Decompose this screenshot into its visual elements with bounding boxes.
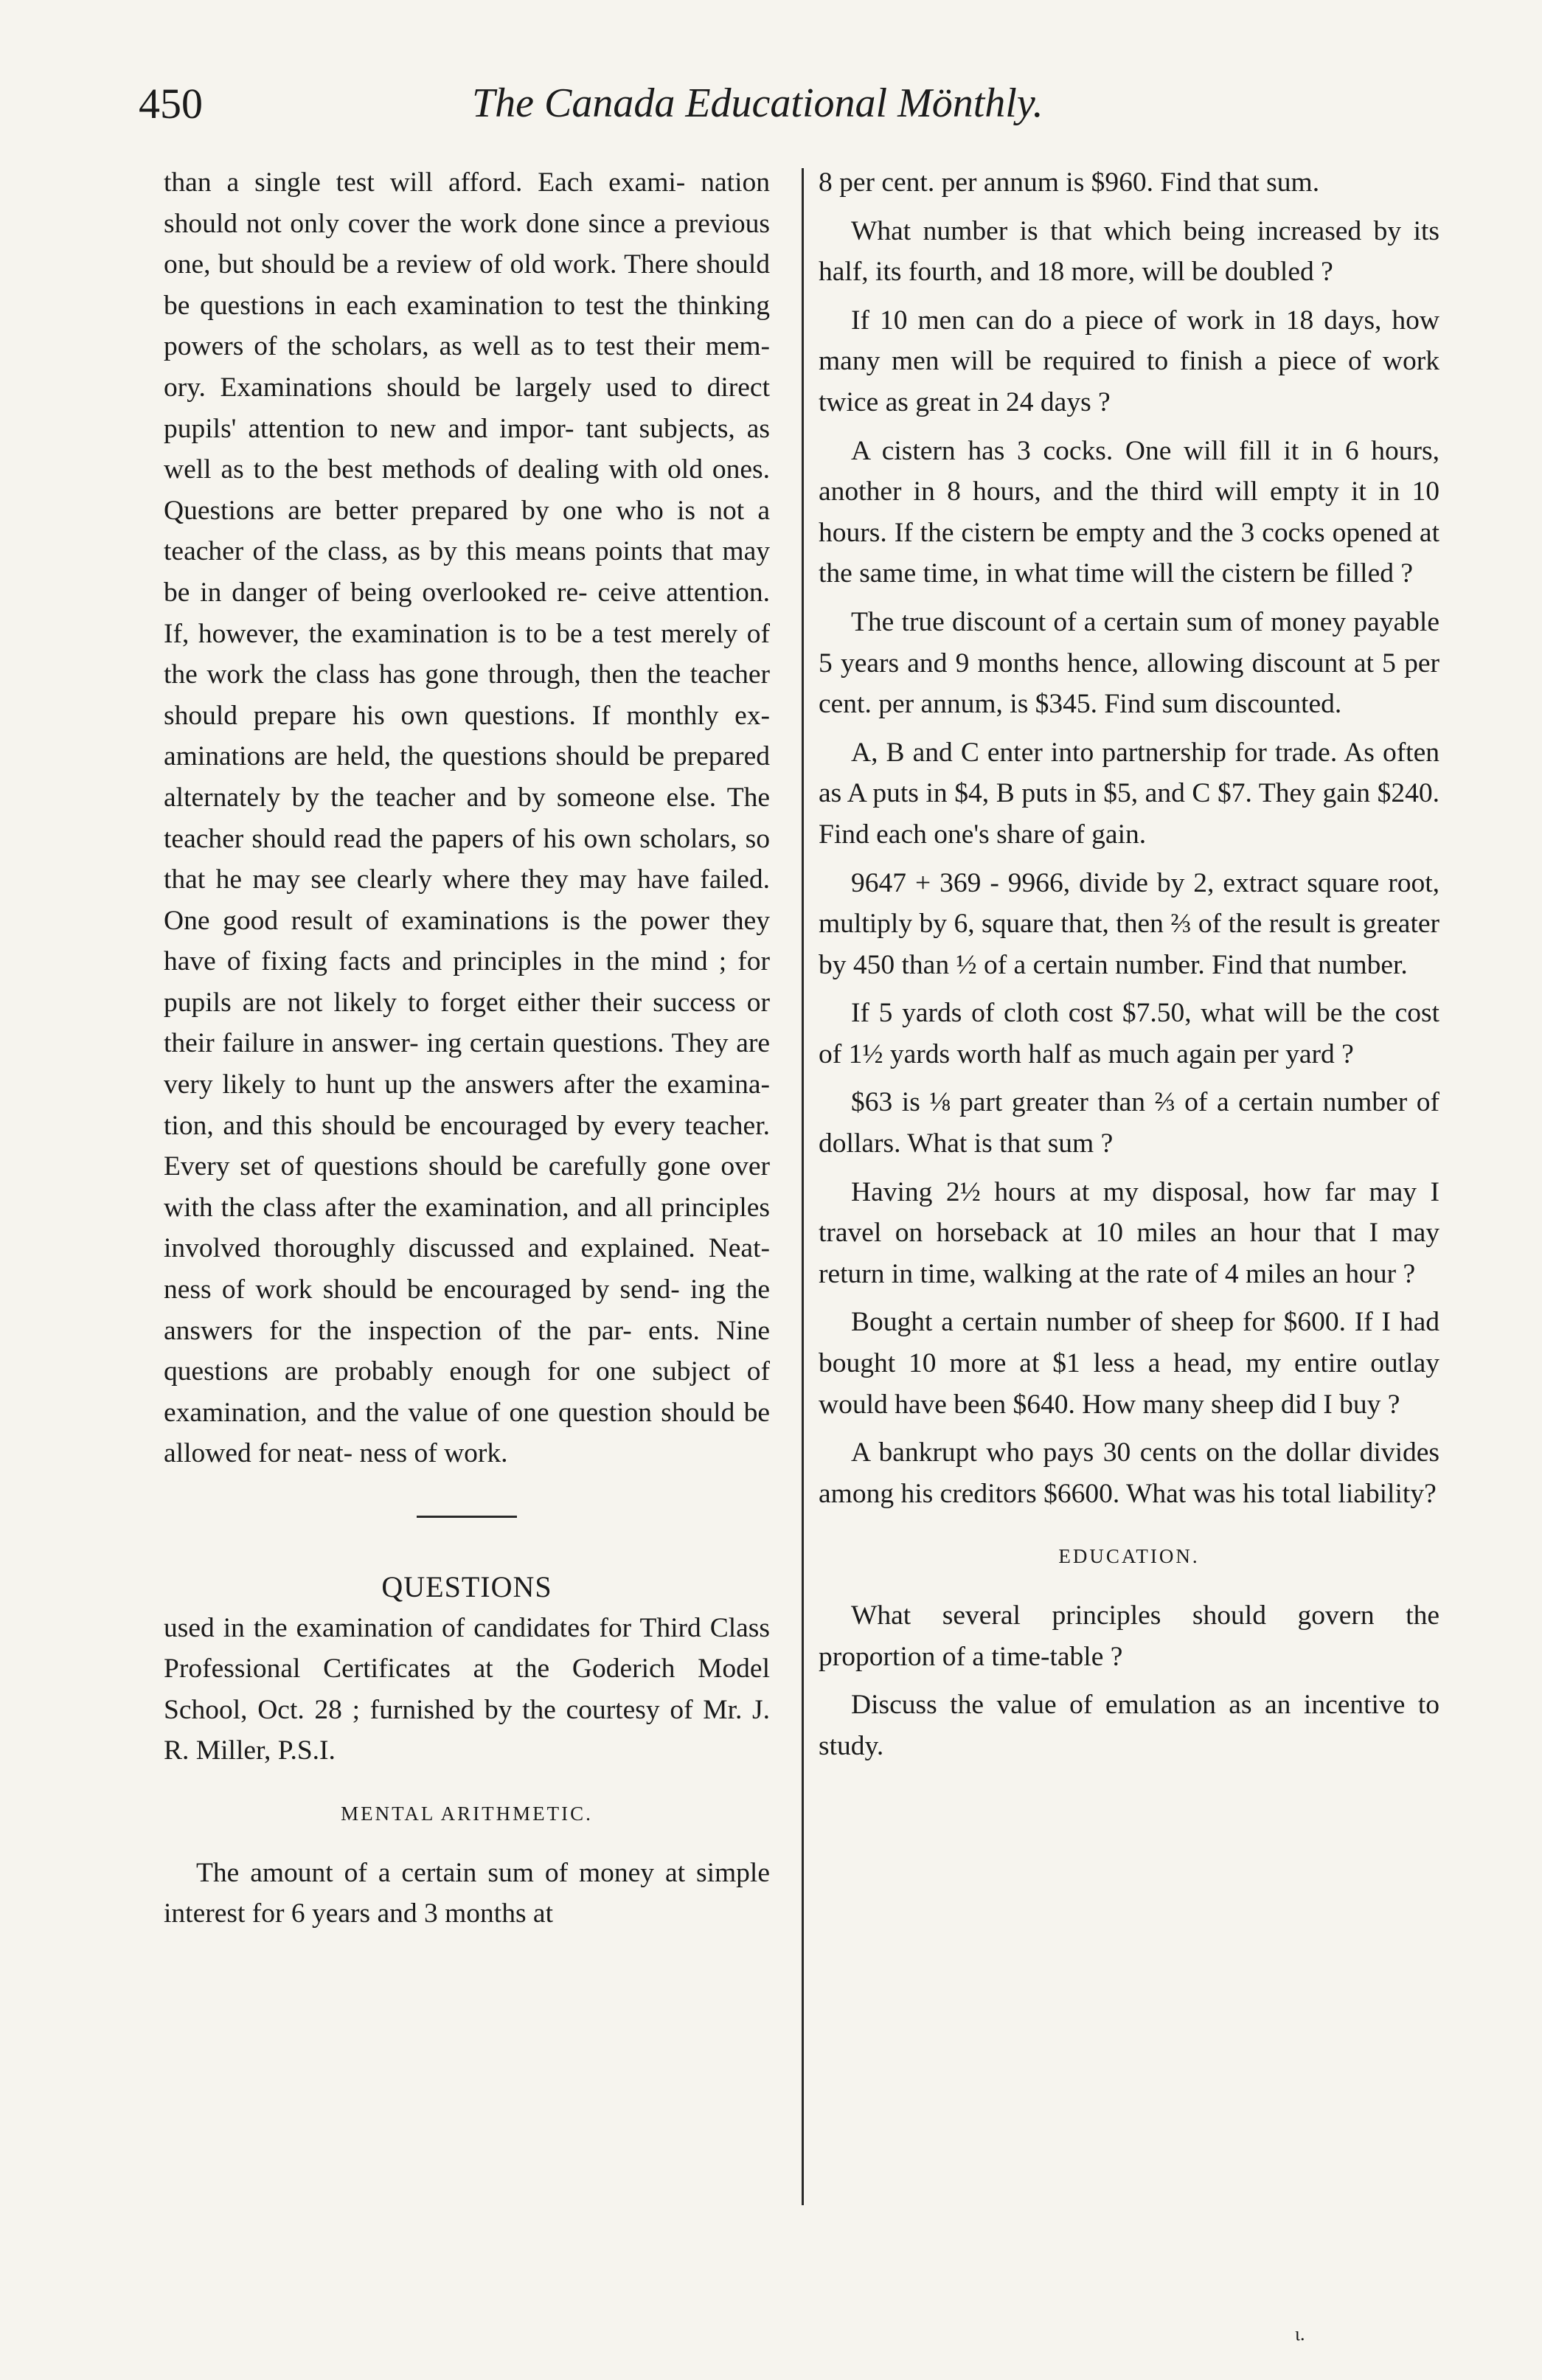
question: A cistern has 3 cocks. One will fill it in 6 hours, another in 8 hours, and the third will empty it in 10 hours. If the cistern be empty and the 3 cocks opened at the same time, in what time will the cistern be filled ? [819,435,1439,589]
body-paragraph: than a single test will afford. Each exami- nation should not only cover the work done since a previous one, but should be a review of old work. There should be questions in each examination to test the thinking powers of the scholars, as well as to test their mem- ory. Examinations should be largely used to direct pupils' attention to new and impor- tant subjects, as well as to the best methods of dealing with old ones. Questions are better prepared by one who is not a teacher of the class, as by this means points that may be in danger of being overlooked re- ceive attention. If, however, the examination is to be a test merely of the work the class has gone through, then the teacher should prepare his own questions. If monthly ex- aminations are held, the questions should be prepared alternately by the teacher and by someone else. The teacher should read the papers of his own scholars, so that he may see clearly where they may have failed. One good result of examinations is the power they have of fixing facts and principles in the mind ; for pupils are not likely to forget either their success or their failure in answer- ing certain questions. They are very likely to hunt up the answers after the examina- tion, and this should be encouraged by every teacher. Every set of questions should be carefully gone over with the class after the examination, and all principles involved thoroughly discussed and explained. Neat- ness of work should be encouraged by send- ing the answers for the inspection of the par- ents. Nine questions are probably enough for one subject of examination, and the value of one question should be allowed for neat- ness of work. [164,167,770,1469]
question: A bankrupt who pays 30 cents on the dollar divides among his creditors $6600. What was his total liability? [819,1437,1439,1509]
stray-mark: ι. [1295,2323,1305,2345]
question: If 10 men can do a piece of work in 18 days, how many men will be required to finish a piece of work twice as great in 24 days ? [819,305,1439,417]
subheading-mental-arithmetic: MENTAL ARITHMETIC. [341,1802,593,1825]
question: Bought a certain number of sheep for $600. If I had bought 10 more at $1 less a head, my entire outlay would have been $640. How many sheep did I buy ? [819,1307,1439,1420]
education-question: Discuss the value of emulation as an incentive to study. [819,1690,1439,1761]
left-column [164,162,770,1935]
question: 9647 + 369 - 9966, divide by 2, extract square root, multiply by 6, square that, then ⅔ of the result is greater by 450 than ½ of a certain number. Find that number. [819,867,1439,980]
section-title: QUESTIONS [381,1570,552,1603]
right-column [819,162,1439,1774]
question: $63 is ⅛ part greater than ⅔ of a certain number of dollars. What is that sum ? [819,1087,1439,1159]
question: A, B and C enter into partnership for trade. As often as A puts in $4, B puts in $5, and C $7. They gain $240. Find each one's share of gain. [819,737,1439,850]
column-divider [802,168,804,2205]
running-head: The Canada Educational Mönthly. [472,80,1043,126]
question: Having 2½ hours at my disposal, how far may I travel on horseback at 10 miles an hour that I may return in time, walking at the rate of 4 miles an hour ? [819,1176,1439,1289]
page-number: 450 [139,80,203,128]
question-start: The amount of a certain sum of money at simple interest for 6 years and 3 months at [164,1857,770,1929]
section-intro: used in the examination of candidates for Third Class Professional Certificates at the Goderich Model School, Oct. 28 ; furnished by the courtesy of Mr. J. R. Miller, P.S.I. [164,1612,770,1766]
subheading-education: EDUCATION. [1058,1545,1200,1568]
question: If 5 yards of cloth cost $7.50, what will be the cost of 1½ yards worth half as much again per yard ? [819,998,1439,1069]
section-rule [417,1516,517,1518]
education-question: What several principles should govern the proportion of a time-table ? [819,1600,1439,1672]
question: The true discount of a certain sum of money payable 5 years and 9 months hence, allowing discount at 5 per cent. per annum, is $345. Find sum discounted. [819,606,1439,720]
question: What number is that which being increased by its half, its fourth, and 18 more, will be doubled ? [819,215,1439,288]
question-continuation: 8 per cent. per annum is $960. Find that sum. [819,167,1320,198]
